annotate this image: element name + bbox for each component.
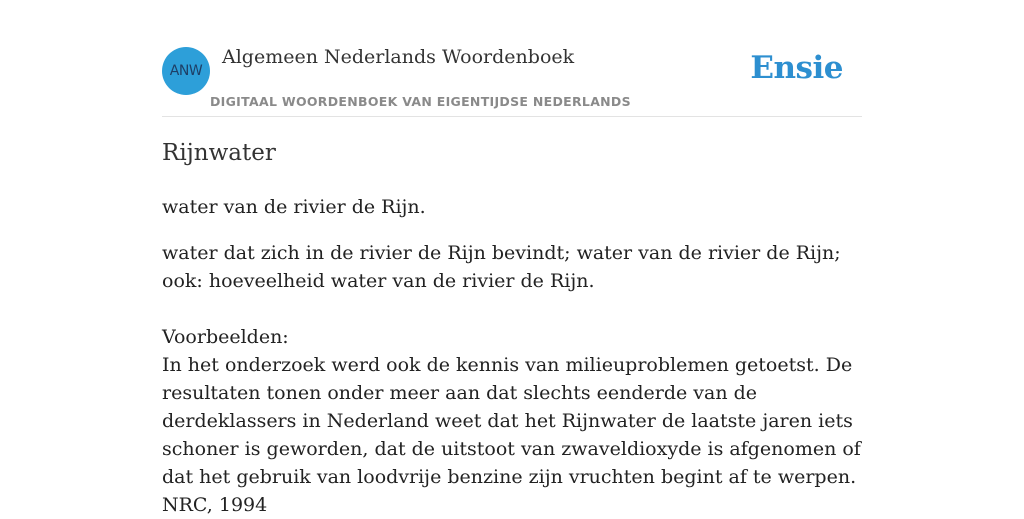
examples-section bbox=[162, 323, 862, 519]
ensie-logo[interactable]: Ensie bbox=[750, 50, 843, 86]
anw-logo[interactable]: ANW bbox=[162, 47, 210, 95]
short-definition: water van de rivier de Rijn. bbox=[162, 196, 426, 218]
example-source: NRC, 1994 bbox=[162, 494, 268, 516]
page bbox=[162, 0, 862, 516]
long-definition: water dat zich in de rivier de Rijn bevindt; water van de rivier de Rijn; ook: hoeveelheid water van de rivier de Rijn. bbox=[162, 242, 841, 292]
header bbox=[162, 0, 862, 117]
entry-title: Rijnwater bbox=[162, 140, 276, 166]
site-subtitle: DIGITAAL WOORDENBOEK VAN EIGENTIJDSE NEDERLANDS bbox=[210, 94, 631, 109]
example-text: In het onderzoek werd ook de kennis van milieuproblemen getoetst. De resultaten tonen onder meer aan dat slechts eenderde van de derdeklassers in Nederland weet dat het Rijnwater de laatste jaren iets schoner is geworden, dat de uitstoot van zwaveldioxyde is afgenomen of dat het gebruik van loodvrije benzine zijn vruchten begint af te werpen. bbox=[162, 354, 861, 488]
examples-label: Voorbeelden: bbox=[162, 326, 289, 348]
site-title[interactable]: Algemeen Nederlands Woordenboek bbox=[222, 46, 575, 68]
